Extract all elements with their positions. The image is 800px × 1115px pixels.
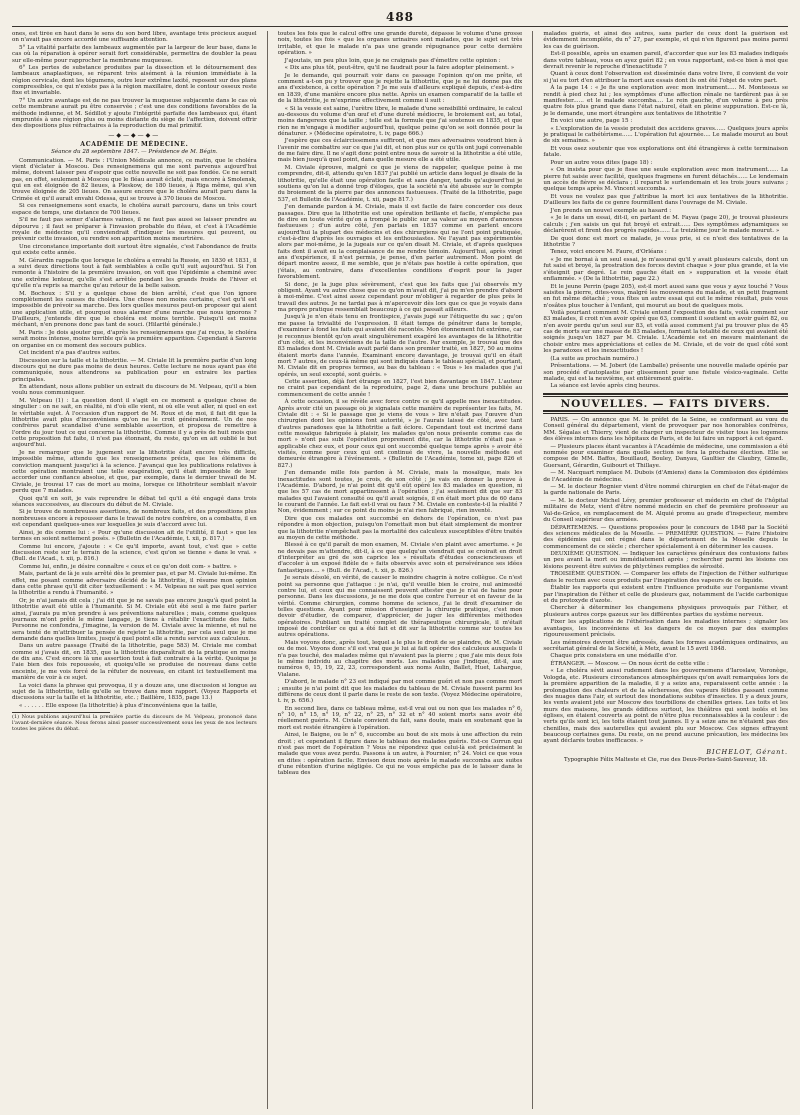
paragraph: Cet incident n'a pas d'autres suites. [19,350,121,357]
paragraph: Si ces renseignemens sont exacts, le choléra aurait parcouru, dans un très court espace de temps, une distance de 700 lieues. [12,203,257,216]
paragraph: Et le jeune Perrin (page 205), est-il mort aussi sans que vous y ayez touché ? Vous saisites la pierre, dites-vous, malgré les mouvemens du malade, et un petit fragment en fut même détaché ; vous fîtes un autre essai qui eut le même résultat, puis vous n'osâtes plus toucher à l'enfant, qui mourut au bout de quelques mois. [543,283,789,309]
paragraph: Cette assertion, déjà fort étrange en 1827, l'est bien davantage en 1847. L'auteur ne craint pas cependant de la reproduire, page 2, dans une brochure publiée au commencement de cette année ! [277,379,523,398]
column-middle [278,31,523,1109]
paragraph: « . . . . . . Elle expose (la lithotritie) à plus d'inconvéniens que la taille, [19,702,218,709]
session-line: Séance du 28 septembre 1847. — Présidence de M. Bégin. [51,149,218,156]
column-right [543,31,788,1109]
paragraph: La séance est levée après cinq heures. [550,383,660,390]
column-left [12,31,257,1109]
paragraph: Si je trouve de nombreuses assertions, de nombreux faits, et des propositions plus nombreuses encore à repousser dans le travail de notre confrère, on a combattu, il en est cependant quelques-unes sur lesquelles je suis d'accord avec lui. [12,509,257,529]
paragraph: Quoi qu'il en soit, je vais reprendre le débat tel qu'il a été engagé dans trois séances successives, au discours du début de M. Civiale. [12,495,257,508]
news-paragraph: — Plusieurs places étant vacantes à l'Académie de médecine, une commission a été nommée pour examiner dans quelle section se fera la prochaine élection. Elle se compose de MM. Baffos, Bouillaud, Bouley, Danyau, Gaultier de Claubry, Gimelle, Guersant, Gérardin, Guibourt et Thillaye. [543,443,789,469]
paragraph: Jusqu'à je n'en étais tenu en frontispice, j'avais jugé sur l'étiquette du sac ; qu'on me passe la trivialité de l'expression. Il était temps de pénétrer dans le temple, d'examiner à fond les faits qui avaient été racontés. Mon étonnement fut extrême, car je reconnus bientôt qu'on avait singulièrement exagéré les avantages de la lithotritie d'un côté, et les inconvéniens de la taille de l'autre. Par exemple, je trouvai que des 83 malades dont M. Civiale avait parlé dans son premier traité, en 1827, 50 au moins étaient morts dans l'année. Examinant encore davantage, je trouvai qu'il en était mort 7 autres, de ceux-là même qui sont indiqués dans le tableau spécial, et pourtant, M. Civiale dit en propres termes, au bas du tableau : « Tous » les malades que j'ai opérés, un seul excepté, sont guéris. » [277,314,523,378]
paragraph: M. Paris : Je dois ajouter que, d'après les renseignemens que j'ai reçus, le choléra serait moins intense, moins terrible qu'à sa première apparition. Cependant à Sarovie on organise en ce moment des secours publics. [12,329,257,349]
paragraph: Présentations. — M. Jobert (de Lamballe) présente une nouvelle malade opérée par son procédé d'autoplastie par glissement pour une fistule vésico-vaginale. Cette malade, qui est la neuvième, est entièrement guérie. [543,363,789,382]
news-paragraph: DÉPARTEMENS. — Questions proposées pour le concours de 1848 par la Société des sciences médicales de la Moselle. — PREMIÈRE QUESTION. — Faire l'histoire des épidémies qui ont régné dans le département de la Moselle depuis le commencement de ce siècle ; chercher spécialement à en déterminer les causes. [543,524,789,550]
paragraph: À la page 14 : « Je fis une exploration avec mon instrument..... M. Montessus se rendit à pied chez lui ; les symptômes d'une affection rénale ne tardèrent pas à se manifester...... et le malade succomba.... Le rein gauche, d'un volume à peu près quatre fois plus grand que dans l'état naturel, était en pleine suppuration. Est-ce là, je le demande, une mort étrangère aux tentatives de lithotritie ? [543,85,789,117]
header-rule [12,26,788,27]
column-divider [267,31,268,1109]
paragraph: M. Civiale éprouve, malgré ce que je viens de rappeler, quelque peine à me comprendre, dit-il, attendu qu'en 1837 j'ai publié un article dans lequel je disais de la lithotritie, qu'elle était une opération facile et sans danger, tandis qu'aujourd'hui je soutiens qu'on lui a donné trop d'éloges, que la société n'a été abusée sur le compte du broiement de la pierre par des annonces fastueuses. (Traité de la lithotritie, page 537, et Bulletin de l'Académie, t. xii, page 817.) [277,165,523,203]
paragraph: Dans un autre passage (Traité de la lithotritie, page 583) M. Civiale me combat comme si j'avais dit, en 1835, que la lithotritie disparaîtrait de la pratique en moins de dix ans. C'est encore là une assertion tout à fait contraire à la vérité. Quoique je l'aie bien des fois repoussée, et quoiqu'elle se produise de nouveau dans cette enceinte, je me vois forcé de la réfuter de nouveau, en citant ici textuellement ma manière de voir à ce sujet. [12,643,257,682]
paragraph: Est-il possible, après un examen pareil, d'accorder que sur les 83 malades indiqués dans votre tableau, vous en ayez guéri 82 ; en vous rapportant, est-ce bien à moi que devrait revenir le reproche d'inexactitude ? [543,51,789,70]
paragraph: S'il ne faut pas semer d'alarmes vaines, il ne faut pas aussi se laisser prendre au dépourvu ; il faut se préparer à l'invasion probable du fléau, et c'est à l'Académie royale de médecine qu'il conviendrait d'indiquer les mesures qui peuvent, ou prévenir cette invasion, ou rendre son apparition moins meurtrière. [12,217,257,243]
news-paragraph: Les mémoires devront être adressés, dans les formes académiques ordinaires, au secrétariat général de la Société, à Metz, avant le 15 avril 1848. [543,639,789,652]
editor-signature: BICHELOT, Gérant. [706,747,789,756]
paragraph: M. Velpeau (1) : La question dont il s'agit en ce moment a quelque chose de singulier : on ne sait, en réalité, ni d'où elle vient, ni où elle veut aller, ni quel en est le véritable sujet. À l'occasion d'un rapport de M. Roux et de moi, il fait dit que la lithotritie avait plus d'inconvéniens qu'on ne le croit généralement. Un de nos confrères parut scandalisé d'une semblable assertion, et proposa de remettre à l'ordre du jour tout ce qui concerne la lithotritie. Comme il y a près de huit mois que cette proposition fut faite, il n'est pas étonnant, du reste, qu'on en ait oublié le but aujourd'hui. [12,398,257,449]
paragraph: J'en prends un nouvel exemple au hasard : [550,207,672,214]
paragraph: Une circonstance importante doit surtout être signalée, c'est l'abondance de fruits qui existe cette année. [12,243,257,257]
news-paragraph: PARIS. — On annonce que M. le préfet de la Seine, se conformant au vœu du Conseil général du département, vient de provoquer par nos honorables confrères, MM. Ségalas et Thierry, vient de charger un inspecteur de visiter tous les logemens des élèves internes dans les hôpitaux de Paris, et de lui faire un rapport à cet égard. [543,417,789,443]
paragraph: « Si la vessie est saine, l'urètre libre, le malade d'une sensibilité ordinaire, le calcul au-dessous du volume d'un œuf et d'une dureté médiocre, le broiement est, au total, moins dangereux que la taille ; telle est la formule que j'ai soutenue en 1835, et que rien ne m'engage à modifier aujourd'hui, quelque peine qu'on se soit donnée pour la dénaturer. » (Médecine opératoire, t. iv, page 666.) [277,105,523,137]
paragraph: « On insista pour que je fisse une seule exploration avec mon instrument...... La pierre fut saisie avec facilité, quelques fragmens en furent détachés...... Le lendemain un accès de fièvre se déclara ; il reparut le surlendemain et les trois jours suivans ; quelque temps après M. Vincent succomba. » [543,167,789,193]
section-rule [543,393,788,397]
news-paragraph: Chercher à déterminer les changemens physiques provoqués par l'éther, et plusieurs autres corps gazeux sur les différentes parties du système nerveux. [543,605,789,618]
paragraph: Mais, partant de là je suis arrêté dès le premier pas, et par M. Civiale lui-même. En effet, me posant comme adversaire décidé de la lithotritie, il résume mon opinion dans cette phrase qu'il dit citer textuellement : « M. Velpeau ne sait pas quel service la lithotritie a rendu à l'humanité. » [12,571,257,597]
paragraph: Mais voyons donc, après tout, lequel a le plus le droit de se plaindre, de M. Civiale ou de moi. Voyons donc s'il est vrai que je lui ai fait opérer des calculeux auxquels il n'a pas touché, des malades même qui n'avaient pas la pierre ; que j'aie mis deux fois le même individu au chapitre des morts. Les malades que j'indique, dit-il, aux numéros 6, 15, 19, 22, 23, correspondent aux noms Aulin, Ballet, Huet, Lahargue, Vialane. [277,639,523,678]
paragraph: Et vous ne voulez pas que j'attribue la mort ici aux tentatives de la lithotritie. D'ailleurs les faits de ce genre fourmillent dans l'ouvrage de M. Civiale. [543,193,789,207]
paragraph: Et vous osez soutenir que vos explorations ont été étrangères à cette terminaison fatale. [543,145,789,159]
news-paragraph: — M. Nacquart remplace M. Dubois (d'Amiens) dans la Commission des épidémies de l'Académie de médecine. [543,470,789,483]
paragraph: Voilà pourtant comment M. Civiale entend l'exposition des faits, voilà comment sur 83 malades, il croit n'en avoir opéré que 63, comment il soutient en avoir guéri 82, ou n'en avoir perdu qu'un seul sur 83, et voilà aussi comment j'ai pu trouver plus de 45 cas de morts sur une masse de 83 malades, formant la totalité de ceux qui avaient été soignés jusqu'en 1827 par M. Civiale. L'Académie est en mesure maintenant de choisir entre mes appréciations et celles de M. Civiale, et de voir de quel côté sont les paradoxes et les inexactitudes ! [543,310,789,355]
paragraph: J'en demande pardon à M. Civiale, mais il est facile de faire concorder ces deux passages. Dire que la lithotritie est une opération brillante et facile, n'empêche pas de dire en toute vérité qu'on a trompé le public sur sa valeur au moyen d'annonces fastueuses ; d'un autre côté, j'en parlais en 1837 comme en parlent encore aujourd'hui la plupart des médecins et des chirurgiens qui ne l'ont point pratiquée, c'est-à-dire d'après les ouvrages et les enthousiastes. Ne l'ayant pas expérimentée alors par moi-même, je la jugeais sur ce qu'en disait M. Civiale, et d'après quelques faits dont il avait eu la complaisance de me rendre témoin. Aujourd'hui, après vingt ans d'expérience, il n'est permis, je pense, d'en parler autrement. Mon point de départ montre assez, il me semble, que je n'étais pas hostile à cette opération, que j'étais, au contraire, dans d'excellentes conditions d'esprit pour la juger favorablement. [277,204,523,281]
paragraph: « Je le dans un essai, dit-il, en parlant de M. Fayau (page 20), je trouvai plusieurs calculs ; j'en saisis un qui fut broyé et extrait...... Des symptômes adynamiques se déclarèrent et firent des progrès rapides...... Le treizième jour le malade mourut. » [543,215,789,235]
paragraph: Je le demande, qui pourrait voir dans ce passage l'opinion qu'on me prête, et comment a-t-on pu y trouver que je rejette la lithotritie, que je ne lui donne pas dix ans d'existence, à cette opération ? Je me suis d'ailleurs expliqué depuis, c'est-à-dire en 1839, d'une manière encore plus nette. Après un examen comparatif de la taille et de la lithotritie, je m'exprime effectivement comme il suit : [277,72,523,104]
paragraph: Communication. — M. Paris : l'Union Médicale annonce, ce matin, que le choléra vient d'éclater à Moscou. Des renseignemens qui me sont parvenus aujourd'hui même, doivent laisser peu d'espoir que cette nouvelle ne soit pas fondée. Ce ne serait pas, en effet, seulement à Moscou que le fléau aurait éclaté, mais encore à Smolensk, qui en est éloignée de 82 lieues, à Pleskow, de 180 lieues, à Riga même, qui s'en trouve éloignée de 205 lieues. On assure encore que le choléra aurait paru dans la Crimée et qu'il aurait envahi Odessa, qui se trouve à 370 lieues de Moscou. [12,157,257,202]
paragraph: toutes les fois que le calcul offre une grande dureté, dépasse le volume d'une grosse noix, toutes les fois « que les organes urinaires sont malades, que le sujet est très irritable, et que le malade n'a pas une grande répugnance pour cette dernière opération. » [277,31,523,57]
paragraph: J'espère que ces éclaircissemens suffiront, et que mes adversaires voudront bien à l'avenir me combattre sur ce que j'ai dit, et non plus sur ce qu'ils ont jugé convenable de me faire dire. Il ne s'agit donc point entre nous de savoir si la lithotritie a été utile, mais bien jusqu'à quel point, dans quelle mesure elle a été utile. [277,138,523,164]
paragraph: (La suite au prochain numéro.) [550,355,639,362]
paragraph: Je ne remarquer que le jugement sur la lithotritie était encore très difficile, impossible même, attendu que les renseignemens précis, que les élémens de conviction manquent jusqu'ici à la science. J'avançai que les publications relatives à cette opération montraient une telle exagération, qu'il était impossible de leur accorder une confiance absolue, et que, par exemple, dans le dernier travail de M. Civiale, je trouvai 17 cas de mort au moins, lorsque ce lithotriteur semblait n'avoir perdu que 7 malades. [12,449,257,494]
news-paragraph: ÉTRANGER. — Moscow. — On nous écrit de cette ville : [550,660,709,667]
paragraph: 5° La vitalité parfaite des lambeaux augmentée par la largeur de leur base, dans le cas où la réparation à opérer serait fort considérable, permettra de doubler la peau sur elle-même pour rapprocher la membrane muqueuse. [12,44,257,64]
paragraph: Je serais désolé, en vérité, de causer le moindre chagrin à notre collègue. Ce n'est point sa personne que j'attaque : je n'ai, qu'il veuille bien le croire, nul animosité contre lui, et ceux qui me connaissent peuvent attester que je n'ai de haine pour personne. Dans les discussions, je ne me dois que contre l'erreur et en faveur de la vérité. Comme chirurgien, comme homme de science, j'ai le droit d'examiner de telles questions. Ayant pour mission d'enseigner la chirurgie pratique, c'est mon devoir d'étudier, de comparer, d'apprécier, de juger les différentes méthodes opératoires. Publiant un traité complet de thérapeutique chirurgicale, il m'était imposé de contrôler ce qui a été fait et dit sur la lithotritie comme sur toutes les autres opérations. [277,575,523,639]
paragraph: Dire que ces malades ont succombé en dehors de l'opération, ce n'est pas répondre à mon objection, puisqu'on l'omettait mon but était simplement de montrer que la lithotritie n'empêchait pas la mortalité des calculeux susceptibles d'être traités au moyen de cette méthode. [277,515,523,541]
news-paragraph: TROISIÈME QUESTION. — Comparer les effets de l'injection de l'éther sulfurique dans le rectum avec ceux produits par l'inspiration des vapeurs de ce liquide. [543,571,789,584]
news-title: NOUVELLES. — FAITS DIVERS. [560,397,771,410]
news-paragraph: — M. le docteur Rognier vient d'être nommé chirurgien en chef de l'état-major de la garde nationale de Paris. [543,484,789,497]
paragraph: La voici dans la phrase qui provoqua, il y a douze ans, une discussion si longue au sujet de la lithotritie, telle qu'elle se trouve dans mon rapport. (Voyez Rapports et discussions sur la taille et la lithotritie, etc. ; Baillière, 1835, page 13.) [12,682,257,702]
news-paragraph: Fixer les applications de l'éthérisation dans les maladies internes ; signaler les avantages, les inconvéniens et les dangers de ce moyen par des exemples rigoureusement précisés. [543,619,789,638]
paragraph: Discussion sur la taille et la lithotritie. — M. Civiale lit la première partie d'un long discours qui ne dure pas moins de deux heures. Cette lecture ne nous ayant pas été communiquée, nous attendrons sa publication pour en extraire les parties principales. [12,357,257,383]
paragraph: J'en demande mille fois pardon à M. Civiale, mais la mosaïque, mais les inexactitudes sont toutes, je crois, de son côté ; je vais en donner la preuve à l'Académie. D'abord, je n'ai point dit qu'il eût opéré les 83 malades en question, ni que les 57 cas de mort appartinssent à l'opération ; j'ai seulement dit que sur 83 malades qui l'avaient consulté ou qu'il avait soignés, il en était mort plus de 60 dans le courant de l'année. Le fait est-il vrai ou faux ? M. Civiale en conteste-t-il la réalité ? Non, évidemment ; sur ce point du moins je n'ai rien fabriqué, rien inventé. [277,470,523,515]
news-paragraph: Établir les rapports qui existent entre l'influence produite sur l'organisme vivant par l'inspiration de l'éther et celle de plusieurs gaz, notamment de l'acide carbonique et du protoxyde d'azote. [543,585,789,604]
paragraph: Ainsi, le Baigne, ou le n° 6, succombe au bout de six mois à une affection du rein droit ; et cependant il figure dans le tableau des malades guéris. Est-ce Corrun qui n'est pas mort de l'opération ? Vous ne répondrez que celui-là est précisément le malade que vous avez perdu. Passons à un autre, à Fournier, n° 24. Voici ce que vous en dites : opération facile. Envison deux mois après le malade succomba aux suites d'une rétention d'urine négligée. Ce qui ne vous empêche pas de le laisser dans le tableau des [277,732,523,777]
section-title: ACADÉMIE DE MÉDECINE. [80,141,189,149]
news-paragraph: « Le choléra sévit aussi rudement dans les gouvernemens d'Iaroslaw, Voronège, Vologda, etc. Plusieurs circonstances atmosphériques qu'on avait remarquées lors de la première apparition de la maladie, il y a seize ans, reparaissent cette année : la prolongation des chaleurs et de la sécheresse, des vapeurs fétides passant comme des nuages dans l'air, et surtout des inondations subites d'insectes. Il y a deux jours, les vents avaient jeté sur Moscow des tourbillons de chenilles grises. Les toits et les murs des maisons, les grands édifices surtout, les théâtres qui sont isolés et les églises, en étaient couverts au point de n'être plus reconnaissables à la couleur : de verts qu'ils sont ici, les toits étaient tout jaunes. Il y a seize ans ne n'étaient pas des chenilles, mais des sauterelles qui avaient plu sur Moscow. Ces signes effrayent beaucoup certaines gens. Du reste, on ne prend aucune précaution, les médecins les ayant déclarés toutes inefficaces. » [543,668,789,745]
paragraph: Si donc, je la juge plus sévèrement, c'est que les faits que j'ai observés m'y obligent. Ayant vu autre chose que ce qu'on m'avait dit, j'ai pu m'en prendre d'abord à moi-même. C'est ainsi assez cependant pour m'obliger à regarder de plus près le travail des autres. Je ne tardai pas à m'apercevoir dès lors que ce que je voyais dans ma propre pratique ressemblait beaucoup à ce qui passait ailleurs. [277,281,523,313]
news-paragraph: — M. le docteur Michel Lévy, premier professeur et médecin en chef de l'hôpital militaire de Metz, vient d'être nommé médecin en chef de première professeur au Val-de-Grâce, en remplacement de M. Alquié promu au grade d'inspecteur, membre du Conseil supérieur des armées. [543,498,789,524]
paragraph: Comme lui encore, j'ajoute : « Ce qu'il importe, avant tout, c'est que » cette discussion reste sur le terrain de la science, c'est qu'on se tienne » dans le vrai. » (Bull. de l'Acad., t. xii, p. 816.) [12,543,257,563]
paragraph: 6° Les pertes de substance produites par la dissection et le détournement des lambeaux anaplastiques, se réparent très aisément à la réunion immédiate à la région cervicale, dont les tégumens, outre leur extrême laxité, reposent sur des plans compressibles, ce qui n'existe pas à la région maxillaire, dont le contour osseux reste fixe et invariable. [12,65,257,97]
paragraph: En second lieu, dans ce tableau même, est-il vrai oui ou non que les malades n° 6, n° 10, n° 15, n° 19, n° 22, n° 25, n° 32 et n° 40 soient morts sans avoir été réellement guéris. M. Civiale convient du fait, sans doute, mais en soutenant que la mort est restée étrangère à l'opération. [277,705,523,731]
column-divider [532,31,533,1109]
paragraph: M. Bochoux : S'il y a quelque chose de bien arrêté, c'est que l'on ignore complètement les causes du choléra. Une chose non moins certaine, c'est qu'il est impossible de prévoir sa marche. Des lors quelles mesures peut-on proposer qui aient une application utile, et pourquoi nous alarmer d'une marche que nous ignorons ? D'ailleurs, j'entends dire que le choléra est moins terrible. Puisqu'il est moins méchant, n'en prenons donc pas tant de souci. (Hilarité générale.) [12,290,257,329]
paragraph: Quant à ceux dont l'observation est disséminée dans votre livre, il convient de voir si j'ai eu tort d'en attribuer la mort aux essais dont ils ont été l'objet de votre part. [543,71,789,84]
paragraph: M. Gérardin rappelle que lorsque le choléra a envahi la Russie, en 1830 et 1831, il a suivi deux directions tout à fait semblables à celle qu'il suit aujourd'hui. Si l'on remonte à l'histoire de la première invasion, on voit que l'épidémie a cheminé avec une extrême lenteur, qu'elle s'est arrêtée pendant les grands froids de l'hiver et qu'elle n'a repris sa marche qu'au retour de la belle saison. [12,257,257,290]
paragraph: De quoi donc est mort ce malade, je vous prie, si ce n'est des tentatives de la lithotritie ? [543,235,789,248]
section-rule [543,410,788,414]
paragraph: D'abord, le malade n° 23 est indiqué par moi comme guéri et non pas comme mort ; ensuite je n'ai point dit que les malades du tableau de M. Civiale fussent parmi les différens de ceux dont il parle dans le reste de son texte. (Voyez Médecine opératoire, t. iv, p. 656.) [277,679,523,705]
paragraph: À cette occasion, il se révèle avec force contre ce qu'il appelle mes inexactitudes. Après avoir cité un passage où je signalais cette manière de représenter les faits, M. Civiale dit : « Si le passage que je viens de vous » lire n'était pas l'œuvre d'un chirurgien dont les opinions font autorité, » je l'aurais laissé de côté, avec tant d'autres paradoxes que la lithotritie a fait éclore. Cependant tout est incrimé dans cette mosaïque fabriquée à plaisir, les malades qu'on nous présente comme cas de mort » n'ont pas subi l'opération proprement dite, car la lithotritie n'était pas » applicable chez eux, et pour ceux qui ont succombé quelque temps après » avoir été visités, comme pour ceux qui ont continué de vivre, la nouvelle méthode est demeurée étrangère à l'événement. » (Bulletin de l'Académie, tome xii, page 826 et 827.) [277,399,523,469]
paragraph: Blessé à ce qu'il paraît de mon examen, M. Civiale s'en plaint avec amertume. « Je ne devais pas m'attendre, dit-il, à ce que quelqu'un viendrait qui se croirait en droit d'interpréter au gré de son caprice les » résultats d'études consciencieuses et d'accoler à un exposé fidèle de » faits observés avec soin et persévérance ses idées fantastiques.... » (Bull. de l'Acad., t. xii, p. 826.) [277,542,523,574]
paragraph: Pour un autre vous dites (page 18) : [550,159,653,166]
paragraph: J'ajoutais, un peu plus loin, que je ne craignais pas d'émettre cette opinion : [284,57,501,64]
paragraph: Or, je n'ai jamais dit cela ; j'ai dit que je ne savais pas encore jusqu'à quel point la lithotritie avait été utile à l'humanité. Si M. Civiale eût été seul à me faire parler ainsi, j'aurais pu m'en prendre à ses préventions naturelles ; mais, comme quelques journaux m'ont prêté le même langage, je tiens à rétablir l'exactitude des faits. Personne ne confondra, j'imagine, la version de M. Civiale avec la mienne, et nul ne sera tenté de m'attribuer la pensée de rejeter la lithotritie, par cela seul que je me demande dans quelles limites, jusqu'à quel point elle a rendu service aux calculeux. [12,597,257,642]
section-ornament: —◆—◆—◆— [108,131,161,139]
paragraph: Tenez, voici encore M. Faure, d'Orléans : [550,249,667,256]
paragraph: Comme lui, enfin, je désire connaître « ceux et ce qu'on doit com- » battre. » [19,563,237,570]
columns [12,31,788,1109]
paragraph: malades guéris, et ainsi des autres, sans parler de ceux dont la guérison est évidemment incomplète, du n° 27, par exemple, et qui n'en figurent pas moins parmi les cas de guérison. [543,31,789,50]
page-number: 488 [385,10,415,24]
paragraph: ones, est tirée en haut dans le sens du son bord libre, avantage très précieux auquel on n'avait pas encore accordé une suffisante attention. [12,31,257,44]
paragraph: « Je me bornai à un seul essai, je m'assurai qu'il y avait plusieurs calculs, dont un fut saisi et broyé, la prostration des forces devint chaque » jour plus grande, et la vie s'éteignit par degré. Le rein gauche était en » suppuration et la vessie était enflammée. » (De la lithotritie, page 22.) [543,256,789,282]
paragraph: En attendant, nous allons publier un extrait du discours de M. Velpeau, qu'il a bien voulu nous communiquer. [12,384,257,397]
news-paragraph: DEUXIÈME QUESTION. — Indiquer les caractères généraux des contusions faites un peu avant la mort ou immédiatement après ; rechercher parmi les lésions ces lésions peuvent être suivies de phlyctènes remplies de sérosité. [543,551,789,570]
footnote: (1) Nous publions aujourd'hui la première partie du discours de M. Velpeau, prononcé dans l'avant-dernière séance. Nous ferons ainsi passer successivement sous les yeux de nos lecteurs toutes les pièces du débat. [12,714,257,732]
paragraph: « Dix ans plus tôt, peut-être, qu'il ne faudrait pour la faire adopter pleinement. » [284,65,515,72]
paragraph: « L'exploration de la vessie produisit des accidens graves...... Quelques jours après je pratiquai le cathétérisme...... L'opération fut ajournée.... Le malade mourut au bout de six semaines. » [543,125,789,145]
printer-line: Typographie Félix Malteste et Cie, rue des Deux-Portes-Saint-Sauveur, 18. [564,756,768,763]
paragraph: En voici une autre, page 15 : [550,118,633,125]
paragraph: 7° Un autre avantage est de ne pas trouver la muqueuse subjacente dans le cas où cette membrane aurait pu être conservée ; c'est une des conditions favorables de la méthode indienne, et M. Sédillot y ajoute l'intégrité parfaite des lambeaux qui, étant empruntés à une région plus ou moins distante du siège de l'affection, doivent offrir des dispositions plus réfractaires à la reproduction du mal primitif. [12,98,257,130]
paragraph: Ainsi, je dis comme lui : « Pour qu'une discussion ait de l'utilité, il faut » que les termes en soient nettement posés. » (Bulletin de l'Académie, t. xii, p. 817.) [12,529,257,542]
news-paragraph: Chaque prix consistera en une médaille d'or. [550,653,678,660]
